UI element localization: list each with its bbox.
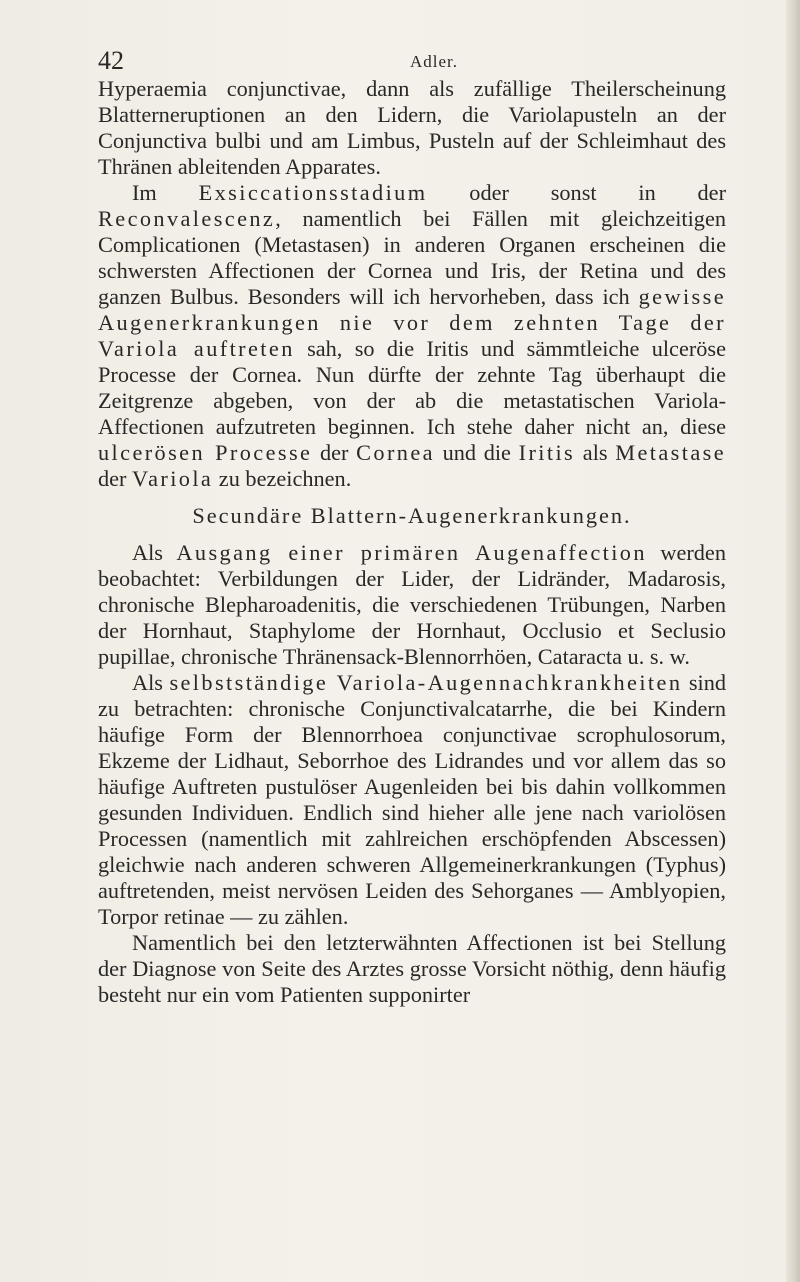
text-run: oder sonst in der xyxy=(427,180,726,205)
paragraph-2 xyxy=(98,180,726,492)
text-run: Namentlich bei den letzterwähnten Affectionen ist bei Stellung der Diagnose von Seite des Arztes grosse Vorsicht nöthig, denn häufig besteht nur ein vom Patienten supponirter xyxy=(98,930,726,1007)
text-run: der xyxy=(312,440,357,465)
spaced-emphasis: Ausgang einer primären Augenaffection xyxy=(176,540,647,565)
running-head: Adler. xyxy=(410,52,459,71)
spaced-emphasis: Reconvalescenz xyxy=(98,206,276,231)
spaced-emphasis: Variola xyxy=(132,466,214,491)
spaced-emphasis: gewisse Augenerkrankungen nie vor dem zehnten Tage der Variola auftreten xyxy=(98,284,726,361)
text-run: sind zu betrachten: chronische Conjunctivalcatarrhe, die bei Kindern häufige Form der Blennorrhoea conjunctivae scrophulosorum, Ekzeme der Lidhaut, Seborrhoe des Lidrandes und vor allem das so häufige Auftreten pustulöser Augenleiden bei bis dahin vollkommen gesunden Individuen. Endlich sind hieher alle jene nach variolösen Processen (namentlich mit zahlreichen erschöpfenden Abscessen) gleichwie nach anderen schweren Allgemeinerkrankungen (Typhus) auftretenden, meist nervösen Leiden des Sehorganes — Amblyopien, Torpor retinae — zu zählen. xyxy=(98,670,726,929)
text-run: Hyperaemia conjunctivae, dann als zufällige Theilerscheinung Blatterneruptionen an den Lidern, die Variolapusteln an der Conjunctiva bulbi und am Limbus, Pusteln auf der Schleimhaut des Thränen ableitenden Apparates. xyxy=(98,76,726,179)
page-header xyxy=(98,46,718,76)
text-run: Als xyxy=(132,670,170,695)
spaced-emphasis: Exsiccationsstadium xyxy=(198,180,428,205)
section-heading: Secundäre Blattern-Augenerkrankungen. xyxy=(192,503,632,528)
page-number: 42 xyxy=(98,46,124,75)
paragraph-3 xyxy=(98,540,726,670)
text-run: zu bezeichnen. xyxy=(213,466,352,491)
spaced-emphasis: Metastase xyxy=(615,440,727,465)
paragraph-5 xyxy=(98,930,726,1008)
page-edge xyxy=(786,0,800,1282)
paragraph-1 xyxy=(98,76,726,180)
text-run: als xyxy=(575,440,616,465)
spaced-emphasis: Iritis xyxy=(518,440,576,465)
text-run: der xyxy=(98,466,133,491)
spaced-emphasis: selbstständige Variola-Augennachkrankheiten xyxy=(169,670,683,695)
text-run: sah, so die Iritis und sämmtleiche ulceröse Processe der Cornea. Nun dürfte der zehnte Tag überhaupt die Zeitgrenze abgeben, von der ab die metastatischen Variola-Affectionen aufzutreten beginnen. Ich stehe daher nicht an, diese xyxy=(98,336,726,439)
spaced-emphasis: ulcerösen Processe xyxy=(98,440,313,465)
text-run: werden beobachtet: Verbildungen der Lider, der Lidränder, Madarosis, chronische Blepharoadenitis, die verschiedenen Trübungen, Narben der Hornhaut, Staphylome der Hornhaut, Occlusio et Seclusio pupillae, chronische Thränensack-Blennorrhöen, Cataracta u. s. w. xyxy=(98,540,726,669)
text-run: , namentlich bei Fällen mit gleichzeitigen Complicationen (Metastasen) in anderen Organen erscheinen die schwersten Affectionen der Cornea und Iris, der Retina und des ganzen Bulbus. Besonders will ich hervorheben, dass ich xyxy=(98,206,726,309)
text-run: Im xyxy=(132,180,199,205)
text-run: Als xyxy=(132,540,177,565)
paragraph-4 xyxy=(98,670,726,930)
spaced-emphasis: Cornea xyxy=(356,440,435,465)
text-run: und die xyxy=(434,440,519,465)
body-text xyxy=(98,76,726,1008)
